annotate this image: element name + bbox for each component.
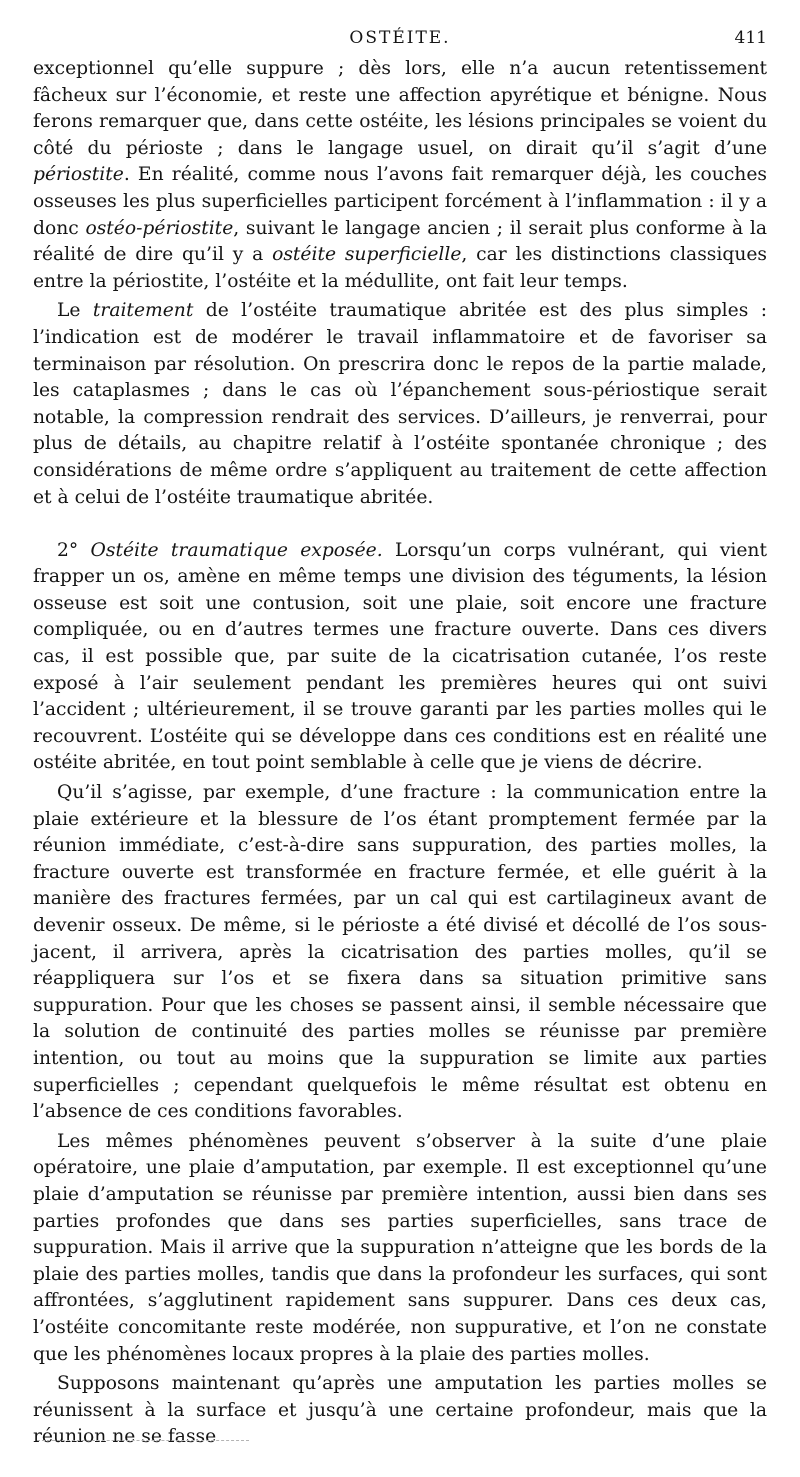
page-number: 411 xyxy=(734,28,767,48)
book-page xyxy=(33,28,767,1451)
paragraph-fracture-example xyxy=(33,780,767,1126)
page-header xyxy=(33,28,767,56)
paragraph-section-exposed-osteitis xyxy=(33,538,767,777)
footer-rule xyxy=(37,1440,249,1441)
text-run: , suivant le langage ancien ; il serait plus conforme à la réalité de dire qu’il y a xyxy=(33,217,768,266)
italic-phrase: périostite xyxy=(33,164,124,186)
text-run: de l’ostéite traumatique abritée est des plus simples : l’indication est de modérer le travail inflammatoire et de favoriser sa terminaison par résolution. On prescrira donc le repos de la partie malade, les cataplasmes ; dans le cas où l’épanchement sous-périostique serait notable, la compression rendrait des services. D’ailleurs, je renverrai, pour plus de détails, au chapitre relatif à l’ostéite spontanée chronique ; des considérations de même ordre s’appliquent au traitement de cette affection et à celui de l’ostéite traumatique abritée. xyxy=(33,300,767,508)
italic-phrase: ostéo-périostite xyxy=(85,217,234,239)
paragraph-treatment xyxy=(33,298,767,511)
text-run: Lorsqu’un corps vulnérant, qui vient frapper un os, amène en même temps une division des téguments, la lésion osseuse est soit une contusion, soit une plaie, soit encore une fracture compliquée, ou en d’autres termes une fracture ouverte. Dans ces divers cas, il est possible que, par suite de la cicatrisation cutanée, l’os reste exposé à l’air seulement pendant les premières heures qui ont suivi l’accident ; ultérieurement, il se trouve garanti par les parties molles qui le recouvrent. L’ostéite qui se développe dans ces conditions est en réalité une ostéite abritée, en tout point semblable à celle que je viens de décrire. xyxy=(33,539,767,774)
text-run: Le xyxy=(57,300,93,322)
text-run: . En réalité, comme nous l’avons fait remarquer déjà, les couches osseuses les plus superficielles participent forcément à l’inflammation : il y a donc xyxy=(33,164,767,239)
paragraph-continuation xyxy=(33,56,767,295)
italic-phrase: ostéite superficielle xyxy=(272,244,462,266)
running-title: OSTÉITE. xyxy=(349,28,451,48)
text-run: exceptionnel qu’elle suppure ; dès lors, elle n’a aucun retentissement fâcheux sur l’économie, et reste une affection apyrétique et bénigne. Nous ferons remarquer que, dans cette ostéite, les lésions principales se voient du côté du périoste ; dans le langage usuel, on dirait qu’il s’agit d’une xyxy=(33,58,767,159)
text-run: Supposons maintenant qu’après une amputation les parties molles se réunissent à la surface et jusqu’à une certaine profondeur, mais que la réunion ne se fasse xyxy=(33,1373,767,1448)
paragraph-amputation-suppose xyxy=(33,1371,767,1451)
text-run: Les mêmes phénomènes peuvent s’observer à la suite d’une plaie opératoire, une plaie d’amputation, par exemple. Il est exceptionnel qu’une plaie d’amputation se réunisse par première intention, aussi bien dans ses parties profondes que dans ses parties superficielles, sans trace de suppuration. Mais il arrive que la suppuration n’atteigne que les bords de la plaie des parties molles, tandis que dans la profondeur les surfaces, qui sont affrontées, s’agglutinent rapidement sans suppurer. Dans ces deux cas, l’ostéite concomitante reste modérée, non suppurative, et l’on ne constate que les phénomènes locaux propres à la plaie des parties molles. xyxy=(33,1130,767,1365)
text-run: Qu’il s’agisse, par exemple, d’une fracture : la communication entre la plaie extérieure et la blessure de l’os étant promptement fermée par la réunion immédiate, c’est-à-dire sans suppuration, des parties molles, la fracture ouverte est transformée en fracture fermée, et elle guérit à la manière des fractures fermées, par un cal qui est cartilagineux avant de devenir osseux. De même, si le périoste a été divisé et décollé de l’os sous-jacent, il arrivera, après la cicatrisation des parties molles, qu’il se réappliquera sur l’os et se fixera dans sa situation primitive sans suppuration. Pour que les choses se passent ainsi, il semble nécessaire que la solution de continuité des parties molles se réunisse par première intention, ou tout au moins que la suppuration se limite aux parties superficielles ; cependant quelquefois le même résultat est obtenu en l’absence de ces conditions favorables. xyxy=(33,782,767,1123)
paragraph-amputation-wound xyxy=(33,1129,767,1368)
body-text xyxy=(33,56,767,1451)
text-run: 2° xyxy=(57,539,91,561)
text-run: , car les distinctions classiques entre la périostite, l’ostéite et la médullite, ont fait leur temps. xyxy=(33,244,767,292)
italic-phrase: traitement xyxy=(92,300,194,322)
italic-phrase: Ostéite traumatique exposée. xyxy=(90,539,383,561)
